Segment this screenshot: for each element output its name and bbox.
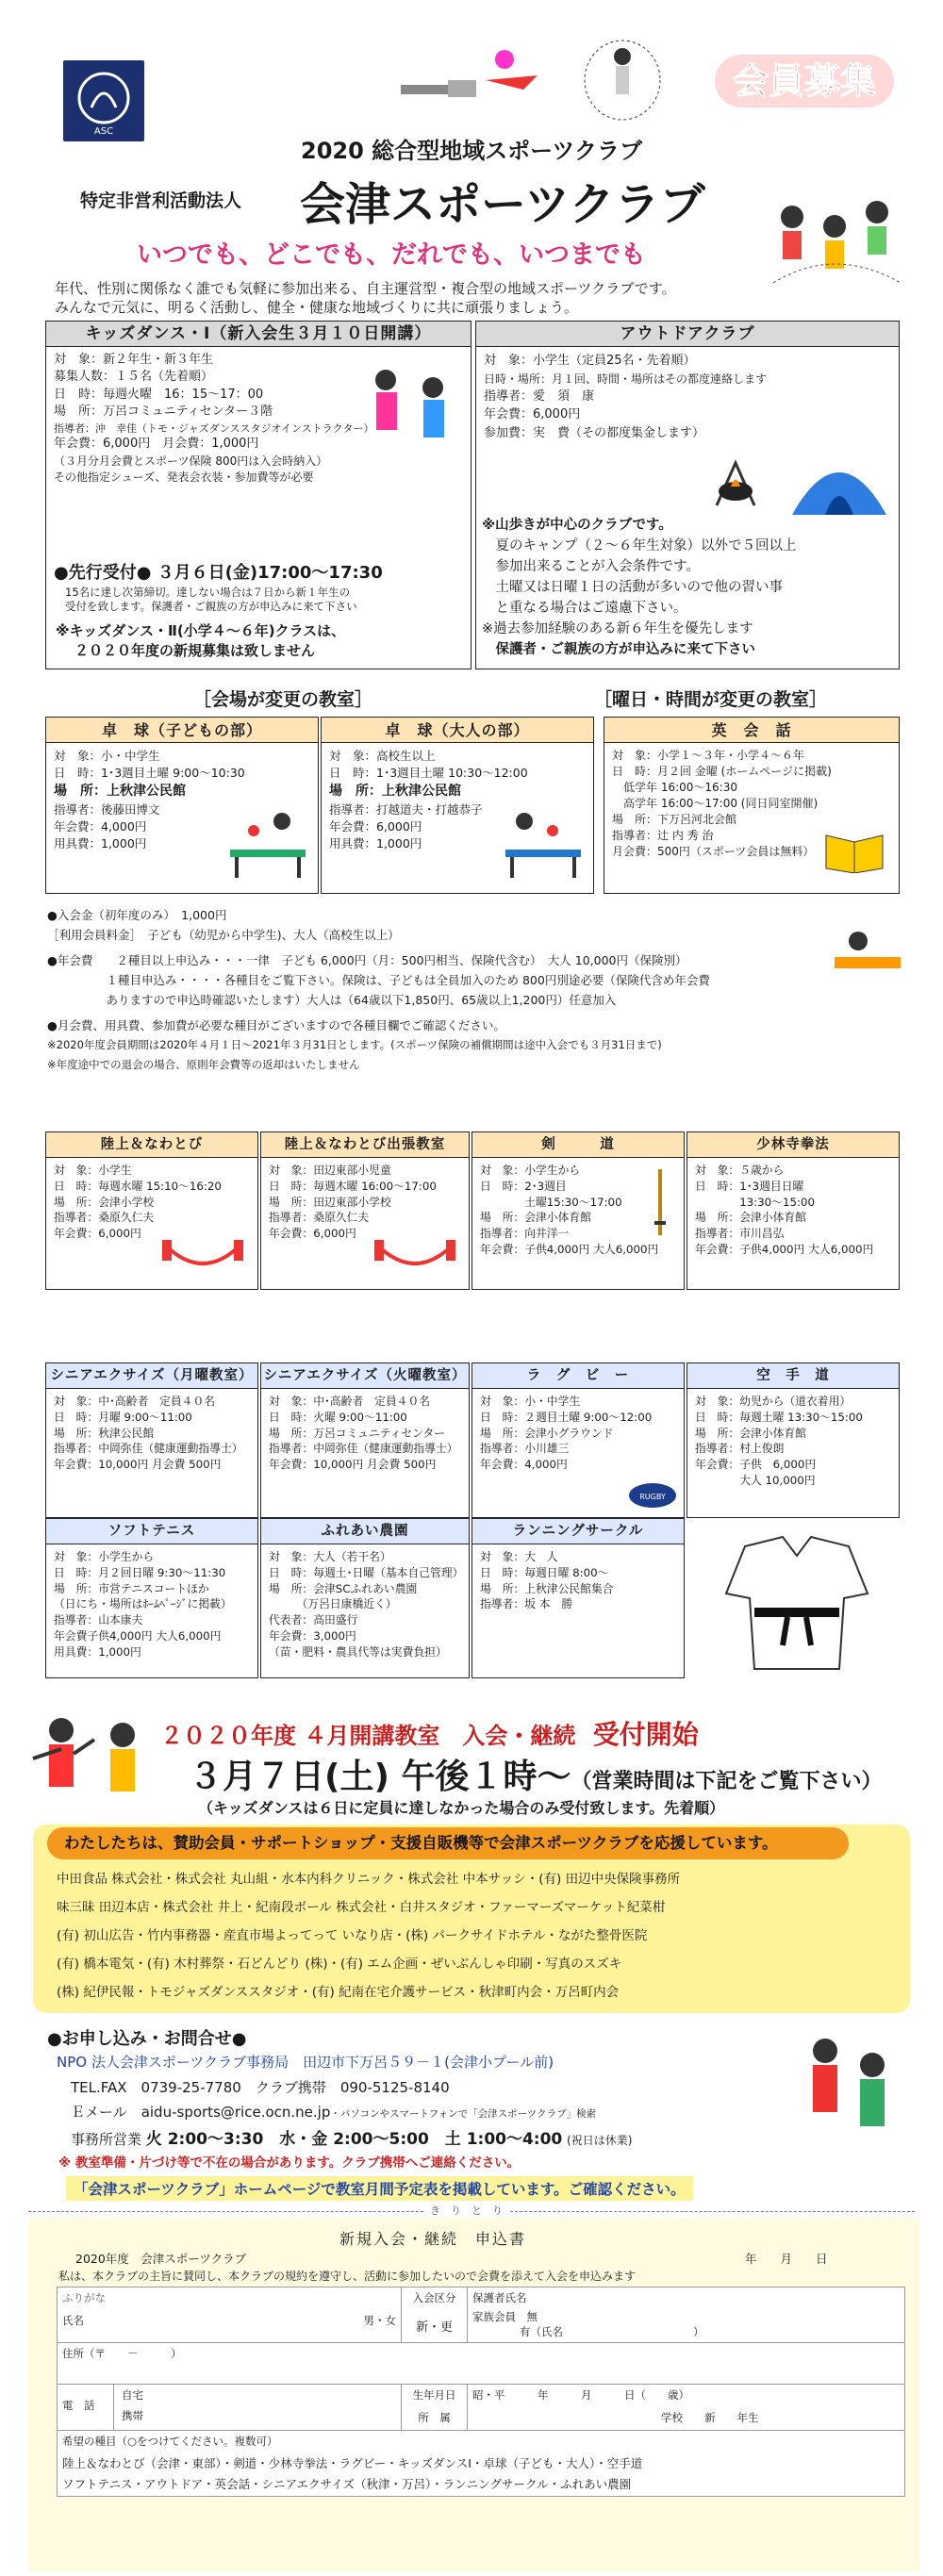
class-detail-line: 場 所：万呂コミュニティセンター — [269, 1426, 446, 1440]
registration-date: ３月７日(土) 午後１時～ — [189, 1758, 571, 1796]
contact-hours-row — [71, 2125, 632, 2149]
pingpong-kids-line: 用具費：1,000円 — [54, 835, 147, 850]
pingpong-kids-line: 年会費：4,000円 — [54, 818, 147, 834]
fee-note-1: ※2020年度会員期間は2020年４月１日～2021年３月31日とします。(スポーツ保険の補償期間は途中入会でも３月31日まで) — [47, 1038, 662, 1051]
class-detail-line: 日 時：火曜 9:00～11:00 — [269, 1410, 407, 1424]
outdoor-note-line: 保護者・ご親族の方が申込みに来て下さい — [482, 642, 755, 657]
class-box — [45, 1362, 258, 1518]
class-detail-line: 対 象：大人（若干名） — [269, 1550, 391, 1563]
early-registration: ●先行受付● ３月６日(金)17:00～17:30 — [54, 563, 383, 583]
homepage-notice: 「会津スポーツクラブ」ホームページで教室月間予定表を掲載しています。ご確認ください。 — [66, 2176, 693, 2201]
class-details — [472, 1389, 684, 1478]
outdoor-note-line: 参加出来ることが入会条件です。 — [482, 559, 700, 574]
english-box — [604, 717, 900, 894]
time-changed-text: 曜日・時間が変更の教室 — [612, 689, 810, 710]
pingpong-adult-line: 年会費：6,000円 — [329, 818, 422, 834]
form-entry-type-label: 入会区分 — [412, 2291, 456, 2304]
form-name-cell[interactable] — [58, 2287, 402, 2343]
gymnast-icon — [396, 42, 547, 108]
class-box — [260, 1362, 470, 1518]
class-detail-line: 日 時：毎週日曜 8:00～ — [480, 1565, 609, 1579]
early-note-line: 受付を致します。保護者・ご親族の方が申込みに来て下さい — [65, 600, 357, 613]
kids-dance-line: （３月分月会費とスポーツ保険 800円は入会時納入） — [54, 454, 328, 468]
form-phone-cell[interactable] — [58, 2385, 402, 2431]
class-detail-line: 指導者：市川昌弘 — [695, 1227, 785, 1240]
venue-changed-label: ［会場が変更の教室］ — [193, 689, 373, 710]
outdoor-box — [475, 321, 900, 669]
class-title: ソフトテニス — [46, 1519, 257, 1544]
class-detail-line: 年会費子供4,000円 大人6,000円 — [54, 1628, 222, 1643]
outdoor-details — [476, 347, 899, 447]
sponsor-line: 中田食品 株式会社・株式会社 丸山組・水本内科クリニック・株式会社 中本サッシ・(有) 田辺中央保険事務所 — [57, 1872, 681, 1887]
contact-email-row — [71, 2102, 596, 2122]
pingpong-kids-title: 卓 球（子どもの部） — [46, 718, 318, 743]
form-entry-options: 新・更 — [415, 2320, 453, 2335]
class-detail-line: 場 所：会津小グラウンド — [480, 1426, 614, 1440]
svg-text:ASC: ASC — [93, 126, 114, 137]
class-detail-line: 日 時：毎週水曜 15:10～16:20 — [54, 1179, 222, 1193]
class-box — [260, 1518, 470, 1678]
registration-prefix: ２０２０年度 ４月開講教室 入会・継続 — [160, 1723, 576, 1749]
class-box — [687, 1362, 900, 1518]
english-line: 場 所：下万呂河北会館 — [612, 813, 737, 827]
form-title: 新規入会・継続 申込書 — [339, 2230, 527, 2248]
english-line: 対 象：小学１～３年・小学４～６年 — [612, 749, 805, 762]
sponsor-line: 味三昧 田辺本店・株式会社 井上・紀南段ボール 株式会社・白井スタジオ・ファーマーズマーケット紀菜柑 — [57, 1900, 666, 1915]
recruit-badge: 会員募集 — [715, 55, 894, 107]
form-pledge: 私は、本クラブの主旨に賛同し、本クラブの規約を遵守し、活動に参加したいので会費を添えて入会を申込みます — [58, 2270, 637, 2283]
form-address-label: 住所（〒 － ） — [62, 2347, 182, 2360]
outdoor-line: 指導者：愛 須 康 — [484, 388, 595, 404]
class-detail-line: 日 時：月曜 9:00～11:00 — [54, 1410, 192, 1424]
class-detail-line: 場 所：田辺東部小学校 — [269, 1195, 391, 1209]
pingpong-adult-line: 指導者：打越道夫・打越恭子 — [329, 801, 483, 817]
karate-gi-icon — [717, 1527, 877, 1678]
form-options-1: 陸上＆なわとび（会津・東部）・剣道・少林寺拳法・ラグビー・キッズダンスⅠ・卓球（子ども・大人）・空手道 — [62, 2456, 643, 2470]
class-detail-line: 場 所：会津小体育館 — [695, 1211, 806, 1225]
class-detail-line: 対 象：幼児から（道衣着用） — [695, 1395, 852, 1408]
class-detail-line: 大人 10,000円 — [695, 1473, 816, 1487]
class-detail-line: 日 時：2･3週目 — [480, 1179, 567, 1193]
contact-email-note: ・パソコンやスマートフォンで「会津スポーツクラブ」検索 — [330, 2108, 597, 2120]
english-line: 高学年 16:00～17:00 (同日同室開催) — [612, 797, 819, 811]
class-detail-line: （万呂日康橋近く） — [269, 1597, 397, 1611]
contact-heading: ●お申し込み・お問合せ● — [47, 2029, 247, 2049]
registration-line-1 — [160, 1714, 699, 1752]
class-detail-line: 対 象：中･高齢者 定員４０名 — [54, 1395, 216, 1408]
form-phone-label: 電 話 — [58, 2385, 114, 2430]
form-gender-label: 男・女 — [363, 2314, 396, 2327]
kids-dance-box — [45, 321, 472, 669]
class-detail-line: 13:30～15:00 — [695, 1195, 815, 1209]
kendo-icon — [651, 1169, 670, 1245]
dance-kids-icon — [357, 359, 461, 463]
outdoor-line: 日時・場所：月１回、時間・場所はその都度連絡します — [484, 372, 768, 386]
class-title: 空 手 道 — [687, 1363, 899, 1389]
kids-dance-2-note-line: ※キッズダンス・Ⅱ(小学４～６年)クラスは、 — [56, 622, 346, 639]
contact-hours: 火 2:00～3:30 水・金 2:00～5:00 土 1:00～4:00 — [145, 2130, 563, 2149]
pingpong-adult-box — [321, 717, 594, 894]
table-tennis-icon — [225, 807, 310, 883]
outdoor-note-line: ※山歩きが中心のクラブです。 — [482, 518, 672, 533]
english-line: 月会費：500円（スポーツ会員は無料） — [612, 845, 815, 859]
svg-text:RUGBY: RUGBY — [639, 1493, 666, 1501]
kids-dance-title: キッズダンス・Ⅰ（新入会生３月１０日開講） — [46, 322, 471, 347]
pingpong-kids-line: 指導者：後藤田博文 — [54, 801, 160, 817]
form-birth-affil-cell[interactable] — [468, 2385, 905, 2431]
form-guardian-label: 保護者氏名 — [472, 2291, 527, 2304]
class-detail-line: 指導者：山本康夫 — [54, 1613, 143, 1627]
class-details — [46, 1544, 257, 1664]
registration-date-note: （営業時間は下記をご覧下さい） — [571, 1770, 883, 1793]
form-address-cell[interactable] — [58, 2343, 905, 2385]
kids-dance-line: 募集人数：１５名（先着順） — [54, 370, 214, 385]
form-table — [57, 2287, 905, 2497]
class-detail-line: 年会費：6,000円 — [54, 1227, 141, 1240]
class-details — [472, 1544, 684, 1617]
class-title: 陸上＆なわとび — [46, 1132, 257, 1158]
class-detail-line: 指導者：桑原久仁夫 — [269, 1211, 370, 1225]
outdoor-line: 対 象：小学生（定員25名・先着順） — [484, 354, 696, 368]
fee-annual-3: ありますので申込時確認いたします）大人は（64歳以下1,850円、65歳以上1,200円）任意加入 — [47, 993, 617, 1007]
class-detail-line: 年会費：6,000円 — [269, 1227, 356, 1240]
pingpong-adult-line: 場 所：上秋津公民館 — [329, 784, 461, 800]
class-title: ラ グ ビ ー — [472, 1363, 684, 1389]
outdoor-note-line: ※過去参加経験のある新６年生を優先します — [482, 621, 753, 636]
class-detail-line: 対 象：小・中学生 — [480, 1395, 581, 1408]
pingpong-kids-line: 場 所：上秋津公民館 — [54, 784, 186, 800]
outdoor-notes — [482, 515, 797, 660]
sponsor-line: (有) 橋本電気・(有) 木村葬祭・石どんどり (株)・(有) エム企画・ぜいぶんしゃ印刷・写真のスズキ — [57, 1957, 622, 1972]
kids-dance-line: 日 時：毎週火曜 16：15～17：00 — [54, 387, 264, 402]
slogan: いつでも、どこでも、だれでも、いつまでも — [137, 240, 646, 270]
intro-text — [55, 279, 676, 317]
class-title: 剣 道 — [472, 1132, 684, 1158]
pingpong-kids-box — [45, 717, 319, 894]
class-title: ふれあい農園 — [261, 1519, 469, 1544]
form-wish-cell[interactable] — [58, 2431, 905, 2497]
class-detail-line: 年会費：子供 6,000円 — [695, 1458, 817, 1471]
contact-warning: ※ 教室準備・片づけ等で不在の場合があります。クラブ携帯へご連絡ください。 — [58, 2155, 521, 2171]
class-detail-line: 対 象：小学生から — [480, 1164, 581, 1177]
class-detail-line: 対 象：５歳から — [695, 1164, 785, 1177]
class-detail-line: 年会費：10,000円 月会費 500円 — [269, 1458, 437, 1471]
class-title: ランニングサークル — [472, 1519, 684, 1544]
class-detail-line: 指導者：小川雄三 — [480, 1442, 570, 1456]
class-detail-line: 対 象：田辺東部小児童 — [269, 1164, 391, 1177]
pingpong-adult-line: 対 象：高校生以上 — [329, 749, 436, 763]
class-detail-line: 指導者：村上俊朗 — [695, 1442, 785, 1456]
contact-email[interactable]: Ｅメール aidu-sports@rice.ocn.ne.jp — [71, 2104, 331, 2121]
kids-dance-line: 場 所：万呂コミュニティセンター３階 — [54, 405, 273, 420]
kids-dance-2-note-line: ２０２０年度の新規募集は致しません — [74, 642, 316, 659]
cut-label: き り と り — [424, 2203, 508, 2218]
fee-entry: ●入会金（初年度のみ） 1,000円 — [47, 908, 227, 922]
class-detail-line: 代表者：高田盛行 — [269, 1613, 358, 1627]
class-detail-line: （苗・肥料・農具代等は実費負担） — [269, 1644, 447, 1659]
class-detail-line: 場 所：会津小体育館 — [695, 1426, 806, 1440]
class-detail-line: 日 時：２週目土曜 9:00～12:00 — [480, 1410, 653, 1424]
jump-rope-icon — [160, 1221, 245, 1278]
class-details — [261, 1544, 469, 1664]
class-detail-line: 場 所：会津小体育館 — [480, 1211, 591, 1225]
dancer-kids-icon — [764, 189, 905, 292]
class-details — [687, 1158, 899, 1263]
contact-kids-icon — [792, 2027, 905, 2150]
sponsor-list — [57, 1865, 680, 2006]
sponsor-banner: わたしたちは、賛助会員・サポートショップ・支援自販機等で会津スポーツクラブを応援しています。 — [47, 1827, 849, 1859]
contact-hours-label: 事務所営業 — [71, 2131, 142, 2148]
form-affil-label: 所 属 — [418, 2411, 451, 2424]
kids-dance-line: 年会費：6,000円 月会費：1,000円 — [54, 437, 259, 452]
jump-rope-icon — [580, 33, 665, 123]
class-box — [472, 1518, 685, 1678]
class-detail-line: 年会費：子供4,000円 大人6,000円 — [480, 1242, 659, 1256]
class-details — [46, 1389, 257, 1478]
rugby-ball-icon — [627, 1480, 679, 1511]
form-home-label: 自宅 — [122, 2388, 143, 2402]
form-name-label: 氏名 — [62, 2314, 84, 2327]
class-detail-line: 用具費：1,000円 — [54, 1644, 141, 1659]
kids-dance-line: その他指定シューズ、発表会衣装・参加費等が必要 — [54, 470, 314, 484]
early-note — [65, 586, 357, 614]
exercise-kids-icon — [28, 1707, 160, 1810]
class-detail-line: 日 時：毎週土曜 13:30～15:00 — [695, 1410, 863, 1424]
club-logo-icon — [61, 58, 146, 143]
fee-categories: ［利用会員料金］ 子ども（幼児から中学生)、大人（高校生以上） — [47, 928, 400, 942]
form-birth-value: 昭・平 年 月 日（ 歳） — [472, 2388, 689, 2402]
class-detail-line: 場 所：会津小学校 — [54, 1195, 155, 1209]
class-detail-line: 対 象：大 人 — [480, 1550, 558, 1563]
outdoor-title: アウトドアクラブ — [476, 322, 899, 347]
outdoor-line: 年会費：6,000円 — [484, 407, 581, 421]
form-name-row — [62, 2313, 396, 2328]
fees-section — [47, 905, 905, 1075]
class-detail-line: 場 所：秋津公民館 — [54, 1426, 155, 1440]
studying-kid-icon — [830, 924, 905, 981]
intro-line-2: みんなで元気に、明るく活動し、健全・健康な地域づくりに共に頑張りましょう。 — [55, 299, 579, 316]
kids-dance-2-note — [56, 621, 345, 661]
fee-note-2: ※年度途中での退会の場合、原則年会費等の返却はいたしません — [47, 1058, 360, 1071]
form-affil-value: 学校 新 年生 — [661, 2411, 759, 2424]
class-title: シニアエクサイズ（月曜教室） — [46, 1363, 257, 1389]
form-family-detail: 有（氏名 ） — [520, 2325, 704, 2338]
tent-icon — [787, 439, 891, 520]
form-options-2: ソフトテニス・アウトドア・英会話・シニアエクサイズ（秋津・万呂）・ランニングサークル・ふれあい農園 — [62, 2477, 632, 2491]
kids-dance-line: 指導者：沖 幸佳（トモ・ジャズダンススタジオインストラクター） — [54, 421, 374, 435]
intro-line-1: 年代、性別に関係なく誰でも気軽に参加出来る、自主運営型・複合型の地域スポーツクラブです。 — [55, 280, 676, 297]
pingpong-adult-title: 卓 球（大人の部） — [322, 718, 593, 743]
registration-line-3: （キッズダンスは６日に定員に達しなかった場合のみ受付致します。先着順） — [198, 1799, 725, 1817]
class-detail-line: 年会費：10,000円 月会費 500円 — [54, 1458, 222, 1471]
class-detail-line: 場 所：市営テニスコートほか — [54, 1581, 209, 1595]
form-entry-type-cell[interactable] — [402, 2287, 468, 2343]
jump-rope-icon — [372, 1221, 457, 1278]
form-family-label: 家族会員 無 — [472, 2310, 538, 2323]
fee-monthly: ●月会費、用具費、参加費が必要な種目がございますので各種目欄でご確認ください。 — [47, 1018, 505, 1032]
form-birth-label: 生年月日 — [412, 2388, 456, 2402]
form-mobile-label: 携帯 — [122, 2409, 143, 2422]
registration-line-2 — [189, 1750, 882, 1798]
outdoor-note-line: 夏のキャンプ（２～６年生対象）以外で５回以上 — [482, 538, 797, 553]
class-detail-line: （日にち・場所はﾎｰﾑﾍﾟｰｼﾞに掲載） — [54, 1597, 232, 1611]
class-title: 陸上＆なわとび出張教室 — [261, 1132, 469, 1158]
english-line: 日 時：月２回 金曜 (ホームページに掲載) — [612, 765, 832, 779]
pingpong-adult-line: 日 時：1･3週目土曜 10:30～12:00 — [329, 766, 528, 781]
outdoor-line: 参加費：実 費（その都度集金します） — [484, 425, 705, 440]
registration-suffix: 受付開始 — [592, 1719, 699, 1750]
contact-telfax: TEL.FAX 0739-25-7780 クラブ携帯 090-5125-8140 — [71, 2079, 450, 2096]
class-detail-line: 指導者：中岡弥佳（健康運動指導士） — [54, 1442, 243, 1456]
sponsor-line: (株) 紀伊民報・トモジャズダンススタジオ・(有) 紀南在宅介護サービス・秋津町内会・万呂町内会 — [57, 1985, 620, 2000]
outdoor-note-line: と重なる場合はご遠慮下さい。 — [482, 601, 687, 616]
outdoor-note-line: 土曜又は日曜１日の活動が多いので他の習い事 — [482, 580, 783, 595]
pingpong-kids-line: 日 時：1･3週目土曜 9:00～10:30 — [54, 766, 245, 781]
class-detail-line: 場 所：上秋津公民館集合 — [480, 1581, 614, 1595]
english-title: 英 会 話 — [604, 718, 899, 743]
class-details — [261, 1389, 469, 1478]
contact-office: NPO 法人会津スポーツクラブ事務局 田辺市下万呂５９－１(会津小プール前) — [57, 2054, 554, 2071]
fee-annual-2: １種目申込み・・・・各種目をご覧下さい。保険は、子どもは全員加入のため 800円別途必要（保険代含め年会費 — [47, 973, 710, 987]
class-detail-line: 場 所：会津SCふれあい農園 — [269, 1581, 418, 1595]
class-detail-line: 指導者：向井洋一 — [480, 1227, 570, 1240]
class-details — [687, 1389, 899, 1494]
class-detail-line: 日 時：毎週土･日曜（基本自己管理） — [269, 1565, 464, 1579]
form-year: 2020年度 会津スポーツクラブ — [75, 2252, 247, 2266]
sponsor-line: (有) 初山広告・竹内事務器・産直市場よってって いなり店・(株) パークサイドホテル・ながた整骨医院 — [57, 1928, 648, 1943]
form-date: 年 月 日 — [745, 2252, 828, 2266]
class-detail-line: 日 時：月２回日曜 9:30～11:30 — [54, 1565, 226, 1579]
class-title: 少林寺拳法 — [687, 1132, 899, 1158]
class-detail-line: 対 象：小学生 — [54, 1164, 132, 1177]
class-detail-line: 年会費：4,000円 — [480, 1458, 568, 1471]
form-guardian-cell[interactable] — [468, 2287, 905, 2343]
english-line: 指導者：辻 内 秀 治 — [612, 829, 714, 843]
class-detail-line: 対 象：小学生から — [54, 1550, 155, 1563]
contact-hours-note: (祝日は休業) — [567, 2134, 633, 2147]
early-note-line: 15名に達し次第締切。達しない場合は７日から新１年生の — [65, 586, 351, 599]
class-box — [687, 1131, 900, 1290]
class-detail-line: 土曜15:30～17:00 — [480, 1195, 622, 1209]
club-type: 2020 総合型地域スポーツクラブ — [301, 138, 642, 164]
class-detail-line: 年会費：子供4,000円 大人6,000円 — [695, 1242, 874, 1256]
form-furigana-label: ふりがな — [62, 2291, 106, 2304]
table-tennis-icon — [501, 807, 586, 883]
english-line: 低学年 16:00～16:30 — [612, 781, 737, 795]
book-icon — [821, 821, 887, 873]
time-changed-label: ［曜日・時間が変更の教室］ — [594, 689, 828, 710]
class-box — [45, 1518, 258, 1678]
kids-dance-line: 対 象：新２年生・新３年生 — [54, 353, 214, 367]
class-detail-line: 日 時：1･3週目日曜 — [695, 1179, 804, 1193]
class-detail-line: 日 時：毎週木曜 16:00～17:00 — [269, 1179, 437, 1193]
pingpong-adult-line: 用具費：1,000円 — [329, 835, 422, 850]
class-detail-line: 年会費：3,000円 — [269, 1628, 356, 1643]
class-detail-line: 指導者：桑原久仁夫 — [54, 1211, 155, 1225]
pingpong-kids-line: 対 象：小・中学生 — [54, 749, 160, 763]
class-detail-line: 指導者：坂 本 勝 — [480, 1597, 573, 1611]
form-birth-affil-labels — [402, 2385, 468, 2431]
fee-annual-1: ●年会費 ２種目以上申込み・・・一律 子ども 6,000円（月：500円相当、保険代含む） 大人 10,000円（保険別） — [47, 953, 687, 967]
form-wish-label: 希望の種目（○をつけてください。複数可） — [62, 2435, 278, 2448]
class-title: シニアエクサイズ（火曜教室） — [261, 1363, 469, 1389]
club-name: 会津スポーツクラブ — [300, 178, 705, 231]
org-prefix: 特定非営利活動法人 — [80, 190, 242, 211]
class-detail-line: 指導者：中岡弥佳（健康運動指導士） — [269, 1442, 458, 1456]
venue-changed-text: 会場が変更の教室 — [211, 689, 356, 710]
class-detail-line: 対 象：中･高齢者 定員４０名 — [269, 1395, 431, 1408]
campfire-icon — [703, 454, 769, 510]
